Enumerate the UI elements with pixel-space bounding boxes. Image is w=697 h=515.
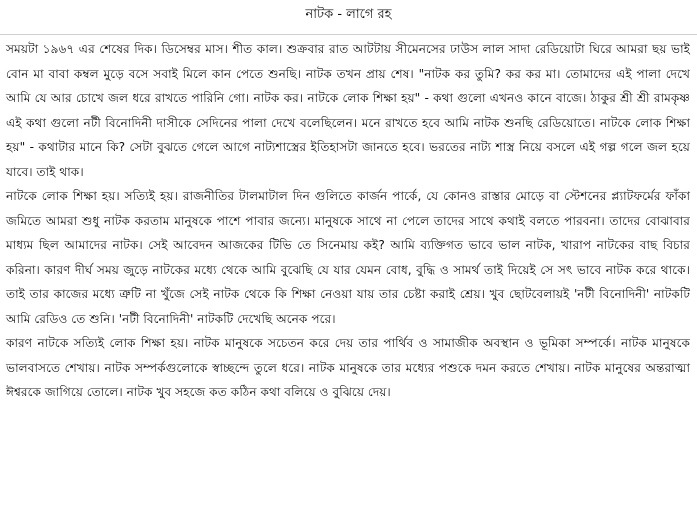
document-title: নাটক - লাগে রহ: [305, 7, 392, 22]
paragraph-3: কারণ নাটকে সত্যিই লোক শিক্ষা হয়। নাটক মানুষকে সচেতন করে দেয় তার পার্থিব ও সামাজীক অবস্থান ও ভূমিকা সম্পর্কে। নাটক মানুষকে ভালবাসতে শেখায়। নাটক সম্পর্কগুলোকে স্বাচ্ছন্দে তুলে ধরে। নাটক মানুষকে তার মধ্যের পশুকে দমন করতে শেখায়। নাটক মানুষের অন্তরাত্মা ঈশ্বরকে জাগিয়ে তোলে। নাটক খুব সহজে কত কঠিন কথা বলিয়ে ও বুঝিয়ে দেয়।: [6, 336, 690, 399]
title-divider: [0, 34, 697, 35]
paragraph-2: নাটকে লোক শিক্ষা হয়। সত্যিই হয়। রাজনীতির টালমাটাল দিন গুলিতে কার্জন পার্কে, যে কোনও রাস্তার মোড়ে বা স্টেশনের প্ল্যাটফর্মের ফাঁকা জমিতে আমরা শুধু নাটক করতাম মানুষকে পাশে পাবার জন্যে। মানুষকে সাথে না পেলে তাদের সাথে কথাই বলতে পারবনা। তাদের বোঝাবার মাধ্যম ছিল আমাদের নাটক। সেই আবেদন আজকের টিভি তে সিনেমায় কই? আমি ব্যক্তিগত ভাবে ভাল নাটক, খারাপ নাটকের বাছ বিচার করিনা। কারণ দীর্ঘ সময় জুড়ে নাটকের মধ্যে থেকে আমি বুঝেছি যে যার যেমন বোধ, বুদ্ধি ও সামর্থ তাই দিয়েই সে সৎ ভাবে নাটক করে থাকে। তাই তার কাজের মধ্যে ত্রুটি না খুঁজে সেই নাটক থেকে কি শিক্ষা নেওয়া যায় তার চেষ্টা করাই শ্রেয়। খুব ছোটবেলায়ই 'নটী বিনোদিনী' নাটকটি আমি রেডিও তে শুনি। 'নটী বিনোদিনী' নাটকটি দেখেছি অনেক পরে।: [6, 189, 690, 326]
document-body: [6, 37, 690, 405]
paragraph-1: সময়টা ১৯৬৭ এর শেষের দিক। ডিসেম্বর মাস। শীত কাল। শুক্রবার রাত আটটায় সীমেনসের ঢাউস লাল সাদা রেডিয়োটা ঘিরে আমরা ছয় ভাই বোন মা বাবা কম্বল মুড়ে বসে সবাই মিলে কান পেতে শুনছি। নাটক তখন প্রায় শেষ। "নাটক কর তুমি? কর কর মা। তোমাদের এই পালা দেখে আমি যে আর চোখে জল ধরে রাখতে পারিনি গো। নাটক কর। নাটকে লোক শিক্ষা হয়" - কথা গুলো এখনও কানে বাজে। ঠাকুর শ্রী শ্রী রামকৃষ্ণ এই কথা গুলো নটী বিনোদিনী দাসীকে সেদিনের পালা দেখে বলেছিলেন। মনে রাখতে হবে আমি নাটক শুনছি রেডিয়োতে। নাটকে লোক শিক্ষা হয়" - কথাটার মানে কি? সেটা বুঝতে গেলে আগে নাট্যশাস্ত্রের ইতিহাসটা জানতে হবে। ভরতের নাট্য শাস্ত্র নিয়ে বসলে এই গল্প গলে জল হয়ে যাবে। তাই থাক।: [6, 42, 690, 179]
